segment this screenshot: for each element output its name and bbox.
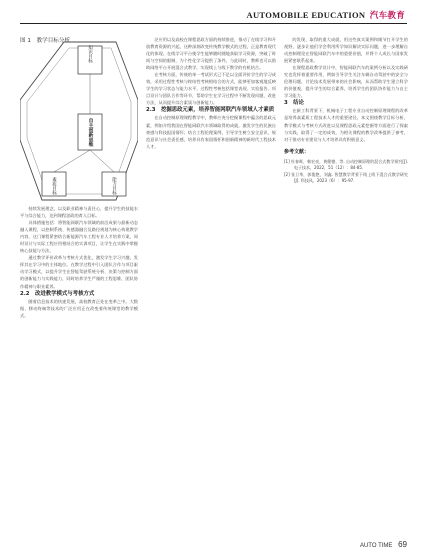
teaching-goal-diagram <box>20 40 138 202</box>
innovation-core-label: 自主创新思维 <box>87 118 93 147</box>
header-title-cn: 汽车教育 <box>369 10 405 20</box>
section-heading-2-2: 2.2 改进教学模式与考核方式 <box>20 290 95 297</box>
section-heading-conclusion: 3 结论 <box>284 100 304 107</box>
knowledge-goal-label: 知识目标 <box>87 45 93 63</box>
paragraph: 在新工科背景下，机械电子工程专业自动控制原理课程的改革是培养高素质工程技术人才的重要途径。本文围绕教学目标分析、教学模式与考核方式改进以及课程思政元素挖掘等方面进行了探索与实践，取得了一定的成效，为相关课程的教学改革提供了参考，对于推动专业建设与人才培养具有积极意义。 <box>284 108 408 142</box>
paragraph: 通过教学评价改革与考核方式优化，激发学生学习兴趣，发挥其在学习中的主体地位。在教学过程中引入团队合作与项目驱动学习模式，以提升学生在智能驾驶系统分析、决策与控制方面的创新能力与实践能力，同时培养学生严谨的工程思维、团队协作精神与职业素养。 <box>20 255 138 289</box>
paragraph: 随着信息技术的快速发展，高校教育正处在变革之中。大数据、移动终端等技术的广泛应用正在改变着传统课堂的教学模式。 <box>20 298 138 318</box>
page-number: 69 <box>398 540 407 549</box>
text-column-1 <box>20 205 138 533</box>
page-footer <box>360 540 407 549</box>
header-title-en: AUTOMOBILE EDUCATION <box>246 10 366 20</box>
footer-journal: AUTO TIME <box>359 543 393 549</box>
paragraph: 泛应用以及高校在课程思政方面的持续推进，推动了在线学习和开放教育资源的兴起，这种深刻改变传统教学模式的过程，正是教育现代化的体现。在线学习平台使学生能够随时随地获取学习资源，突破了时间与空间的限制，为个性化学习提供了条件。与此同时，教师也可以借助网络平台开展混合式教学，实现线上与线下教学的有机结合。 <box>146 37 276 71</box>
figure-caption: 图 1 教学目标分析 <box>20 38 71 44</box>
quality-goal-label: 素质目标 <box>51 177 57 195</box>
ability-goal-label: 能力目标 <box>111 177 117 195</box>
reference-item: [1] 杜春晖，韩宏亮，黄健德，等. 自动控制原理的混合式教学探究[J]. 电子技术，2022，51（12）：84-85. <box>284 158 408 171</box>
text-column-2 <box>146 36 276 533</box>
paragraph: 在课程思政教学设计中，智能网联汽车的案例分析以及实践研究也发挥着重要作用，例如引导学生关注车辆自动驾驶中的安全与伦理问题，讨论技术发展带来的社会影响，从而帮助学生建立科学的价值观，提升学生的综合素养，培养学生的团队协作能力与自主学习能力。 <box>284 65 408 99</box>
reference-item: [2] 张卫华，郭俊艳，刘鑫. 智慧教学背景下线上线下混合式教学研究[J]. 科技风，2023（6）：95-97. <box>284 171 408 183</box>
text-column-3 <box>284 36 408 533</box>
paragraph: 在自动控制原理课程教学中，教师应充分挖掘课程中蕴含的思政元素，例如介绍我国在智能网联汽车领域取得的成就，激发学生的民族自豪感与科技报国情怀；结合工程伦理案例，引导学生树立安全意识、规范意识与社会责任感，培养具有家国情怀和创新精神的新时代工程技术人才。 <box>146 115 276 149</box>
journal-header <box>247 9 405 21</box>
paragraph: 在考核方面，传统的单一考试形式已不足以全面评价学生的学习成效，采用过程性考核与终结性考核相结合的方式，能够更加客观地反映学生的学习状态与能力水平。过程性考核包括课堂表现、实验报告、项目设计与团队合作等环节，帮助学生在学习过程中不断发现问题、改进方法，从而提升综合素质与创新能力。 <box>146 72 276 106</box>
page-header <box>0 0 427 26</box>
header-rule <box>20 23 407 24</box>
references-heading: 参考文献： <box>284 148 310 155</box>
section-heading-2-3: 2.3 挖掘思政元素，培养智能网联汽车领域人才素质 <box>146 107 275 114</box>
paragraph: 持续发展理念，以及职业精神与责任心，提升学生的技能水平与综合能力，达到课程思政的育人目标。 <box>20 206 138 219</box>
paragraph: 具体措施包括：将智能网联汽车领域的前沿成果与最新动态融入课程，以控制系统、传感器融合及路径规划为核心构建教学内容，这门课程紧密结合新能源汽车工程专业人才培养方案，同时设计与实际工程应用相结合的实训项目，让学生在实践中掌握核心技能与方法。 <box>20 220 138 254</box>
paragraph: 的发现、取得的重大成就，用这些真实案例和细节打开学生的视野，逐步让他们学会利用所学知识解决实际问题，进一步理解自动控制理论在智能网联汽车中的重要价值，并将个人成长与国家发展紧密联系起来。 <box>284 37 408 64</box>
